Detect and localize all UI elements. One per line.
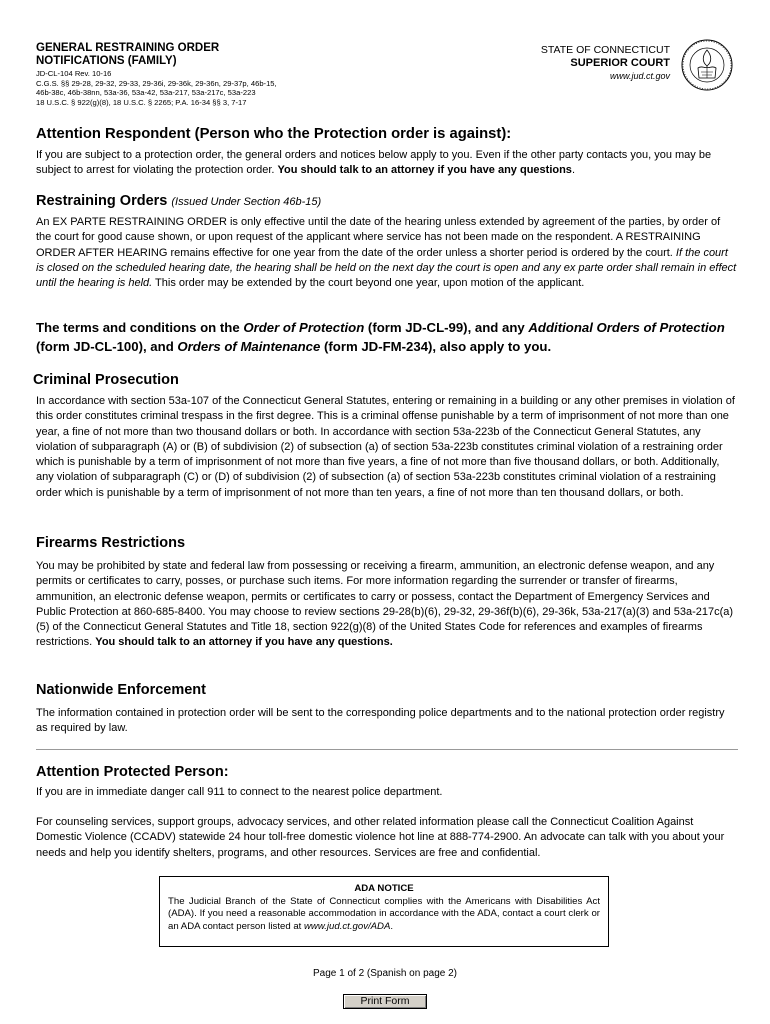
- firearms-text: [36, 559, 738, 651]
- restraining-text-italic: If the court is closed on the scheduled hearing date, the hearing shall be held on the next day the court is open and any ex parte order shall remain in effect until the hearing is held.: [36, 246, 737, 290]
- statutes-line3: 18 U.S.C. § 922(g)(8), 18 U.S.C. § 2265; P.A. 16-34 §§ 3, 7-17: [36, 97, 247, 107]
- ada-link[interactable]: www.jud.ct.gov/ADA: [304, 921, 391, 933]
- state-seal-icon: [680, 38, 734, 92]
- restraining-text: [36, 215, 738, 291]
- criminal-text: In accordance with section 53a-107 of the Connecticut General Statutes, entering or remaining in a building or any other premises in violation of this order constitutes criminal trespass in the first degree. This is a criminal offense punishable by a term of imprisonment of not more than one year, a fine of not more than two thousand dollars or both. In accordance with section 53a-223b of the Connecticut General Statutes, any violation of subparagraph (A) or (B) of subdivision (2) of subsection (a) of section 53a-223b constitutes criminal violation of a restraining order which is punishable by a term of imprisonment of not more than five years, a fine of not more than five thousand dollars, or both. Additionally, any violation of subparagraph (C) or (D) of subdivision (2) of subsection (a) of section 53a-223b constitutes criminal violation of a restraining order which is punishable by a term of imprisonment of not more than ten years, a fine of not more than ten thousand dollars, or both.: [36, 395, 735, 499]
- terms-i3: Orders of Maintenance: [177, 338, 321, 354]
- restraining-heading: [36, 193, 321, 209]
- terms-i2: Additional Orders of Protection: [528, 320, 725, 335]
- court-website: www.jud.ct.gov: [609, 71, 670, 81]
- section-divider: [36, 749, 738, 750]
- print-form-button[interactable]: Print Form: [343, 994, 427, 1009]
- nationwide-heading: Nationwide Enforcement: [36, 682, 206, 698]
- protected-emergency-text: If you are in immediate danger call 911 to connect to the nearest police department.: [36, 786, 443, 798]
- court-name: SUPERIOR COURT: [570, 57, 670, 69]
- terms-i1: Order of Protection: [243, 320, 365, 335]
- form-title-line1: GENERAL RESTRAINING ORDER: [36, 42, 220, 54]
- respondent-heading: Attention Respondent (Person who the Protection order is against):: [36, 126, 512, 142]
- terms-p2: (form JD-CL-99), and any: [364, 320, 529, 335]
- court-block: [541, 44, 670, 83]
- statutes-line1: C.G.S. §§ 29-28, 29-32, 29-33, 29-36i, 29-36k, 29-36n, 29-37p, 46b-15,: [36, 78, 277, 88]
- firearms-attorney-notice: You should talk to an attorney if you have any questions.: [95, 636, 393, 649]
- respondent-text-end: .: [571, 164, 575, 177]
- respondent-attorney-notice: You should talk to an attorney if you have any questions: [277, 164, 572, 177]
- ada-notice-title: ADA NOTICE: [354, 883, 414, 894]
- terms-p1: The terms and conditions on the: [36, 320, 244, 335]
- restraining-text-part1: An EX PARTE RESTRAINING ORDER is only effective until the date of the hearing unless extended by agreement of the parties, by order of the court for good cause shown, or upon request of the applicant where service has not been made on the respondent. A RESTRAINING ORDER AFTER HEARING remains effective for one year from the date of the order unless a shorter period is ordered by the court.: [36, 216, 721, 259]
- form-id: JD-CL-104 Rev. 10-16: [36, 69, 112, 78]
- nationwide-text: The information contained in protection order will be sent to the corresponding police departments and to the national protection order registry as required by law.: [36, 707, 725, 735]
- statutes-line2: 46b-38c, 46b-38nn, 53a-36, 53a-42, 53a-217, 53a-217c, 53a-223: [36, 88, 256, 98]
- ada-notice-text: [168, 896, 600, 934]
- terms-p3: (form JD-CL-100), and: [36, 338, 178, 354]
- ada-notice-box: [159, 876, 609, 947]
- restraining-heading-text: Restraining Orders: [36, 193, 168, 209]
- criminal-heading: Criminal Prosecution: [33, 372, 179, 388]
- form-title: [36, 42, 219, 68]
- firearms-text-body: You may be prohibited by state and federal law from possessing or receiving a firearm, ammunition, an electronic defense weapon, and any permits or certificates to carry, posses, or purchase such items. For more information regarding the surrender or transfer of firearms, ammunition, an electronic defense weapon, permits or certificates to carry or possess, contact the Department of Emergency Services and Public Protection at 860-685-8400. You may choose to review sections 29-28(b)(6), 29-32, 29-36f(b)(6), 29-36k, 53a-217(a)(3) and 53a-217c(a)(5) of the Connecticut General Statutes and Title 18, section 922(g)(8) of the United States Code for references and examples of firearms restrictions.: [36, 560, 734, 649]
- firearms-heading: Firearms Restrictions: [36, 535, 186, 551]
- ada-notice-end: .: [390, 921, 394, 933]
- ada-notice-body: The Judicial Branch of the State of Connecticut complies with the Americans with Disabilities Act (ADA). If you need a reasonable accommodation in accordance with the ADA, contact a court clerk or an ADA contact person listed at: [168, 895, 600, 933]
- form-title-line2: NOTIFICATIONS (FAMILY): [36, 55, 177, 67]
- terms-conditions-text: [36, 319, 738, 356]
- state-name: STATE OF CONNECTICUT: [540, 44, 670, 56]
- page-indicator: Page 1 of 2 (Spanish on page 2): [313, 968, 457, 979]
- terms-p4: (form JD-FM-234), also apply to you.: [320, 338, 552, 354]
- restraining-subheading: (Issued Under Section 46b-15): [171, 196, 322, 208]
- respondent-text: [36, 148, 738, 179]
- restraining-text-part2: This order may be extended by the court beyond one year, upon motion of the applicant.: [152, 277, 585, 290]
- form-meta: [36, 69, 277, 107]
- protected-services-text: For counseling services, support groups, advocacy services, and other related information please call the Connecticut Coalition Against Domestic Violence (CCADV) statewide 24 hour toll-free domestic violence hot line at 888-774-2900. An advocate can talk with you about your needs and help you identify shelters, programs, and other resources. Services are free and confidential.: [36, 816, 725, 859]
- protected-heading: Attention Protected Person:: [36, 764, 229, 780]
- respondent-text-body: If you are subject to a protection order, the general orders and notices below apply to you. Even if the other party contacts you, you may be subject to arrest for violating the protection order.: [36, 149, 712, 177]
